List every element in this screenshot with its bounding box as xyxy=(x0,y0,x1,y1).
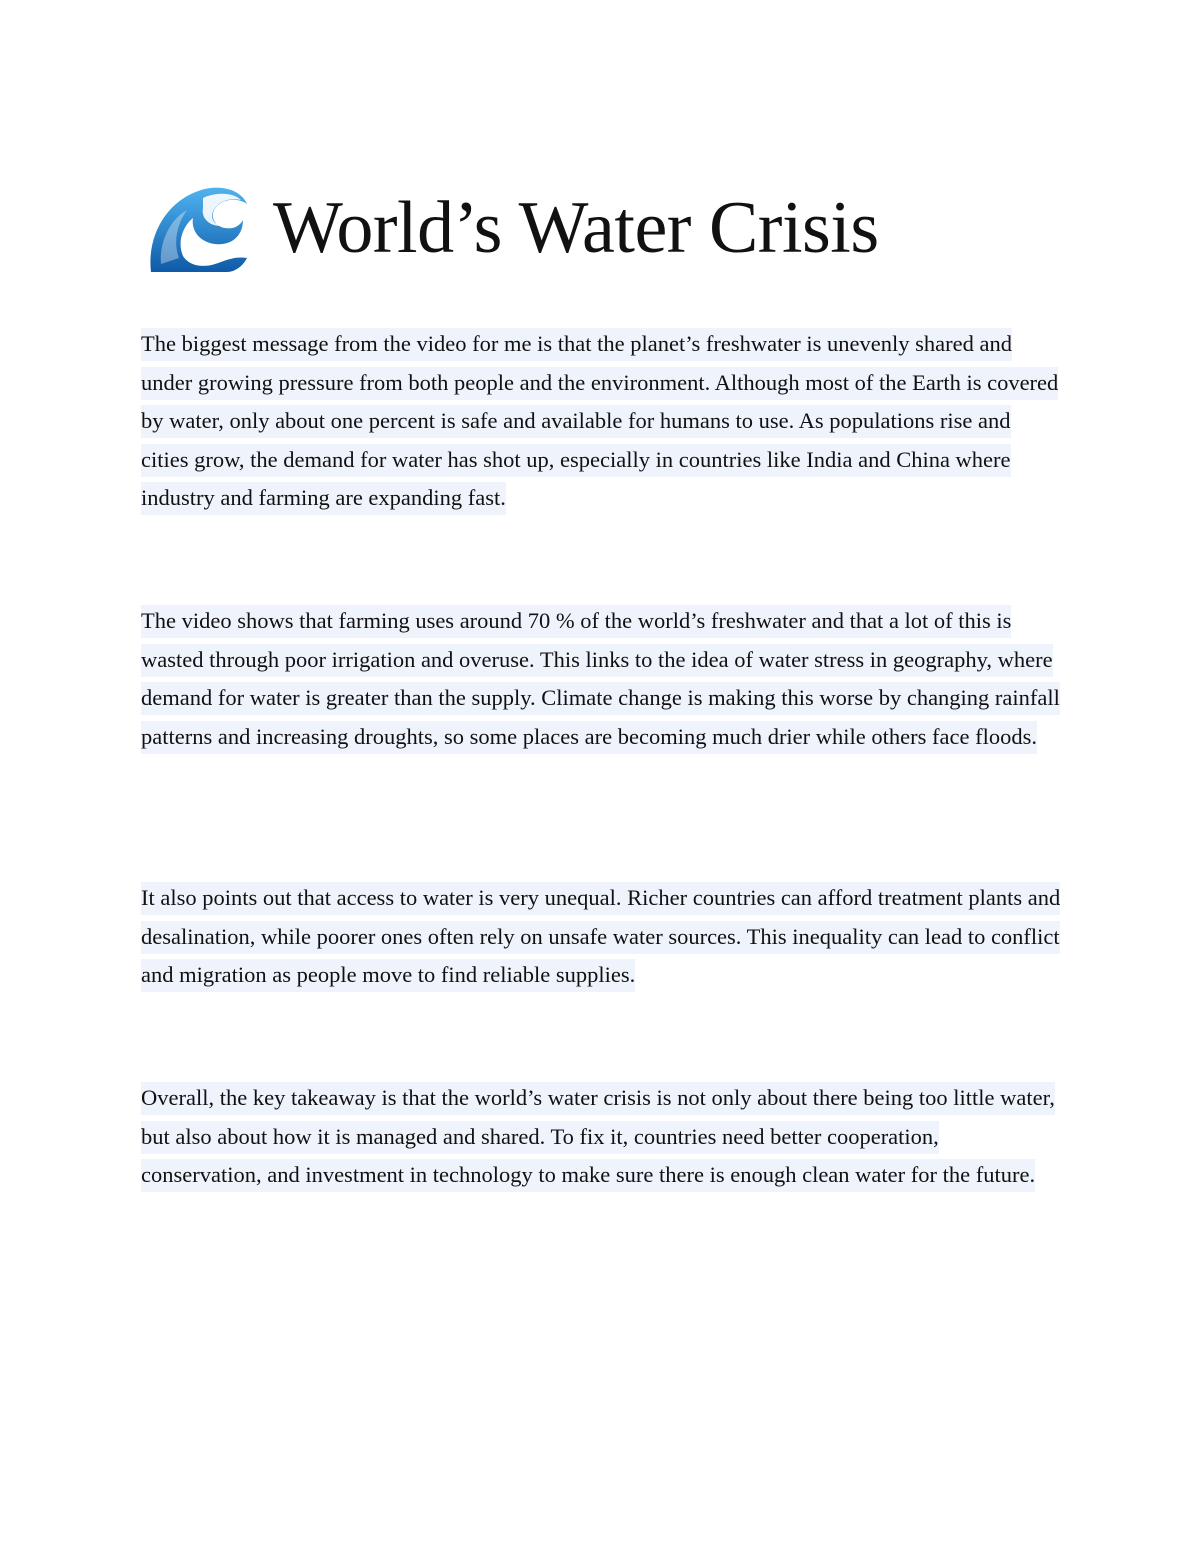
title-row xyxy=(143,178,879,278)
paragraph-text: The biggest message from the video for me is that the planet’s freshwater is unevenly shared and under growing pressure from both people and the environment. Although most of the Earth is covered by water, only about one percent is safe and available for humans to use. As populations rise and cities grow, the demand for water has shot up, especially in countries like India and China where industry and farming are expanding fast. xyxy=(141,328,1058,515)
paragraph xyxy=(141,602,1061,756)
paragraph xyxy=(141,1079,1061,1195)
water-wave-icon xyxy=(143,180,253,276)
paragraph-text: Overall, the key takeaway is that the world’s water crisis is not only about there being too little water, but also about how it is managed and shared. To fix it, countries need better cooperation, conservation, and investment in technology to make sure there is enough clean water for the future. xyxy=(141,1082,1055,1192)
paragraph xyxy=(141,879,1061,995)
page-title: World’s Water Crisis xyxy=(273,187,879,269)
paragraph xyxy=(141,325,1061,518)
paragraph-text: It also points out that access to water is very unequal. Richer countries can afford treatment plants and desalination, while poorer ones often rely on unsafe water sources. This inequality can lead to conflict and migration as people move to find reliable supplies. xyxy=(141,882,1060,992)
paragraph-text: The video shows that farming uses around 70 % of the world’s freshwater and that a lot of this is wasted through poor irrigation and overuse. This links to the idea of water stress in geography, where demand for water is greater than the supply. Climate change is making this worse by changing rainfall patterns and increasing droughts, so some places are becoming much drier while others face floods. xyxy=(141,605,1060,754)
